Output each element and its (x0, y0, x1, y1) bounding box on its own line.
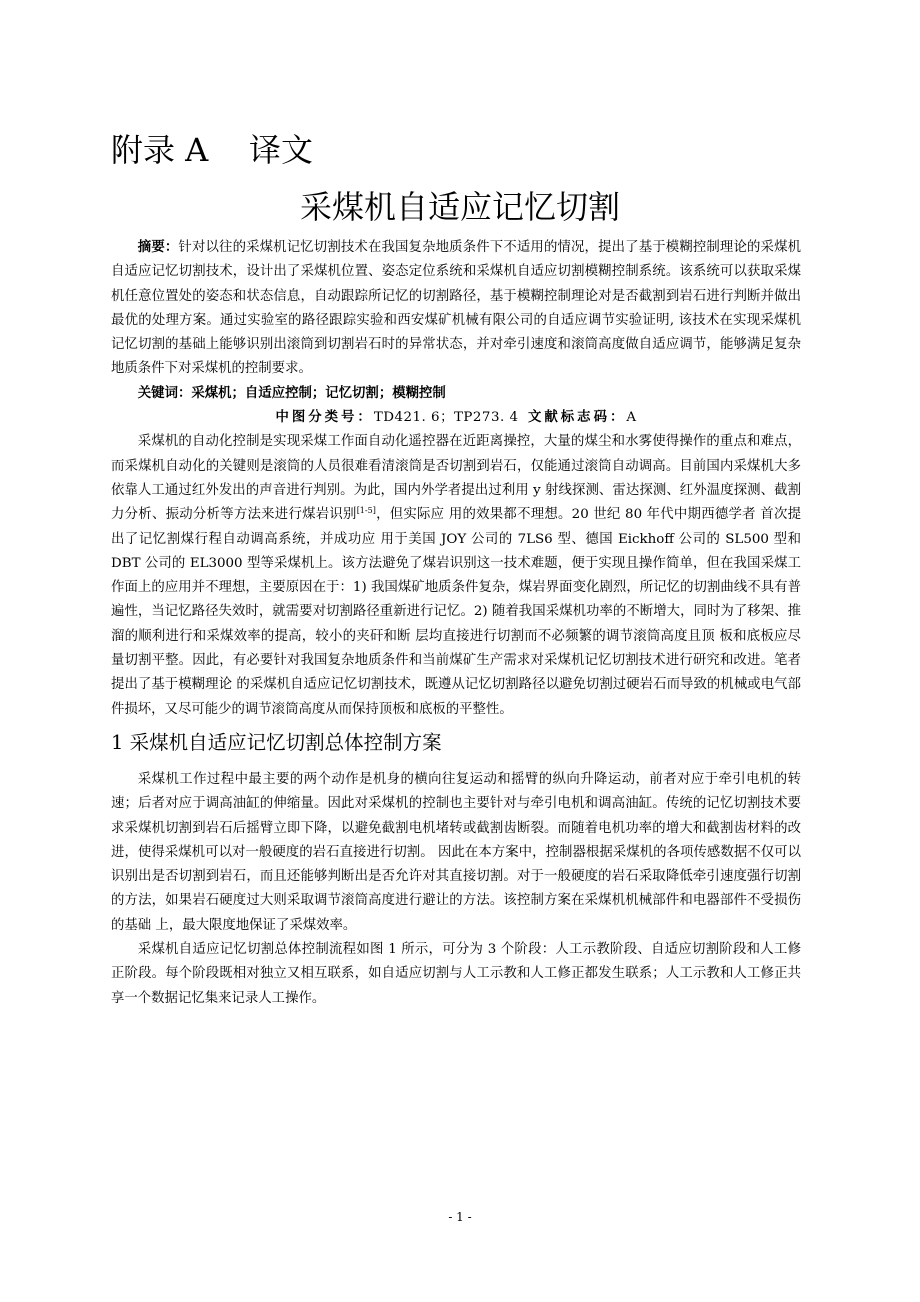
clc-value: TD421. 6；TP273. 4 (373, 410, 519, 426)
intro-text-part1: 采煤机的自动化控制是实现采煤工作面自动化遥控器在近距离操控，大量的煤尘和水雾使得操作的重点和难点，而采煤机自动化的关键则是滚筒的人员很难看清滚筒是否切割到岩石，仅能通过滚筒自动调高。目前国内采煤机大多依靠人工通过红外发出的声音进行判别。为此，国内外学者提出过利用 y 射线探测、雷达探测、红外温度探测、截割力分析、振动分析等方法来进行煤岩识别 (111, 434, 801, 523)
page-number: - 1 - (448, 1210, 472, 1224)
section-paragraph-2: 采煤机自适应记忆切割总体控制流程如图 1 所示，可分为 3 个阶段：人工示教阶段、自适应切割阶段和人工修正阶段。每个阶段既相对独立又相互联系，如自适应切割与人工示教和人工修正都发生联系；人工示教和人工修正共享一个数据记忆集来记录人工操作。 (111, 942, 801, 1006)
paper-title: 采煤机自适应记忆切割 (299, 188, 620, 226)
section-heading: 1 采煤机自适应记忆切割总体控制方案 (111, 730, 442, 754)
intro-paragraph (111, 430, 801, 722)
abstract-text: 针对以往的采煤机记忆切割技术在我国复杂地质条件下不适用的情况，提出了基于模糊控制理论的采煤机自适应记忆切割技术，设计出了采煤机位置、姿态定位系统和采煤机自适应切割模糊控制系统。该系统可以获取采煤机任意位置处的姿态和状态信息，自动跟踪所记忆的切割路径，基于模糊控制理论对是否截割到岩石进行判断并做出最优的处理方案。通过实验室的路径跟踪实验和西安煤矿机械有限公司的自适应调节实验证明, 该技术在实现采煤机记忆切割的基础上能够识别出滚筒到切割岩石时的异常状态，并对牵引速度和滚筒高度做自适应调节，能够满足复杂地质条件下对采煤机的控制要求。 (111, 240, 802, 377)
section-paragraph-1: 采煤机工作过程中最主要的两个动作是机身的横向往复运动和摇臂的纵向升降运动，前者对应于牵引电机的转速；后者对应于调高油缸的伸缩量。因此对采煤机的控制也主要针对与牵引电机和调高油缸。传统的记忆切割技术要求采煤机切割到岩石后摇臂立即下降，以避免截割电机堵转或截割齿断裂。而随着电机功率的增大和截割齿材料的改进，使得采煤机可以对一般硬度的岩石直接进行切割。 因此在本方案中，控制器根据采煤机的各项传感数据不仅可以识别出是否切割到岩石，而且还能够判断出是否允许对其直接切割。对于一般硬度的岩石采取降低牵引速度强行切割的方法，如果岩石硬度过大则采取调节滚筒高度进行避让的方法。该控制方案在采煤机机械部件和电器部件不受损伤的基础 上，最大限度地保证了采煤效率。 (111, 771, 801, 933)
clc-label: 中图分类号： (275, 410, 374, 426)
keywords-paragraph (111, 382, 801, 406)
document-body (111, 236, 801, 1011)
doc-code-value: A (626, 410, 637, 426)
citation-ref: [1-5] (356, 506, 376, 516)
intro-text-part2: ，但实际应 用的效果都不理想。20 世纪 80 年代中期西德学者 首次提出了记忆割煤行程自动调高系统，并成功应 用于美国 JOY 公司的 7LS6 型、德国 Eickhoff 公司的 SL500 型和 DBT 公司的 EL3000 型等采煤机上。该方法避免了煤岩识别这一技术难题，便于实现且操作简单，但在我国采煤工作面上的应用并不理想，主要原因在于：1) 我国煤矿地质条件复杂，煤岩界面变化剧烈，所记忆的切割曲线不具有普遍性，当记忆路径失效时，就需要对切割路径重新进行记忆。2) 随着我国采煤机功率的不断增大，同时为了移架、推溜的顺利进行和采煤效率的提高，较小的夹矸和断 层均直接进行切割而不必频繁的调节滚筒高度且顶 板和底板应尽量切割平整。因此，有必要针对我国复杂地质条件和当前煤矿生产需求对采煤机记忆切割技术进行研究和改进。笔者提出了基于模糊理论 的采煤机自适应记忆切割技术，既遵从记忆切割路径以避免切割过硬岩石而导致的机械或电气部件损坏，又尽可能少的调节滚筒高度从而保持顶板和底板的平整性。 (111, 507, 801, 717)
abstract-paragraph (111, 236, 801, 382)
classification-line (111, 406, 801, 430)
doc-code-label: 文献标志码： (528, 410, 627, 426)
abstract-label: 摘要： (137, 240, 179, 255)
keywords-text: 采煤机；自适应控制；记忆切割；模糊控制 (191, 385, 446, 401)
keywords-label: 关键词： (137, 385, 192, 401)
appendix-heading: 附录 A 译文 (111, 131, 313, 169)
